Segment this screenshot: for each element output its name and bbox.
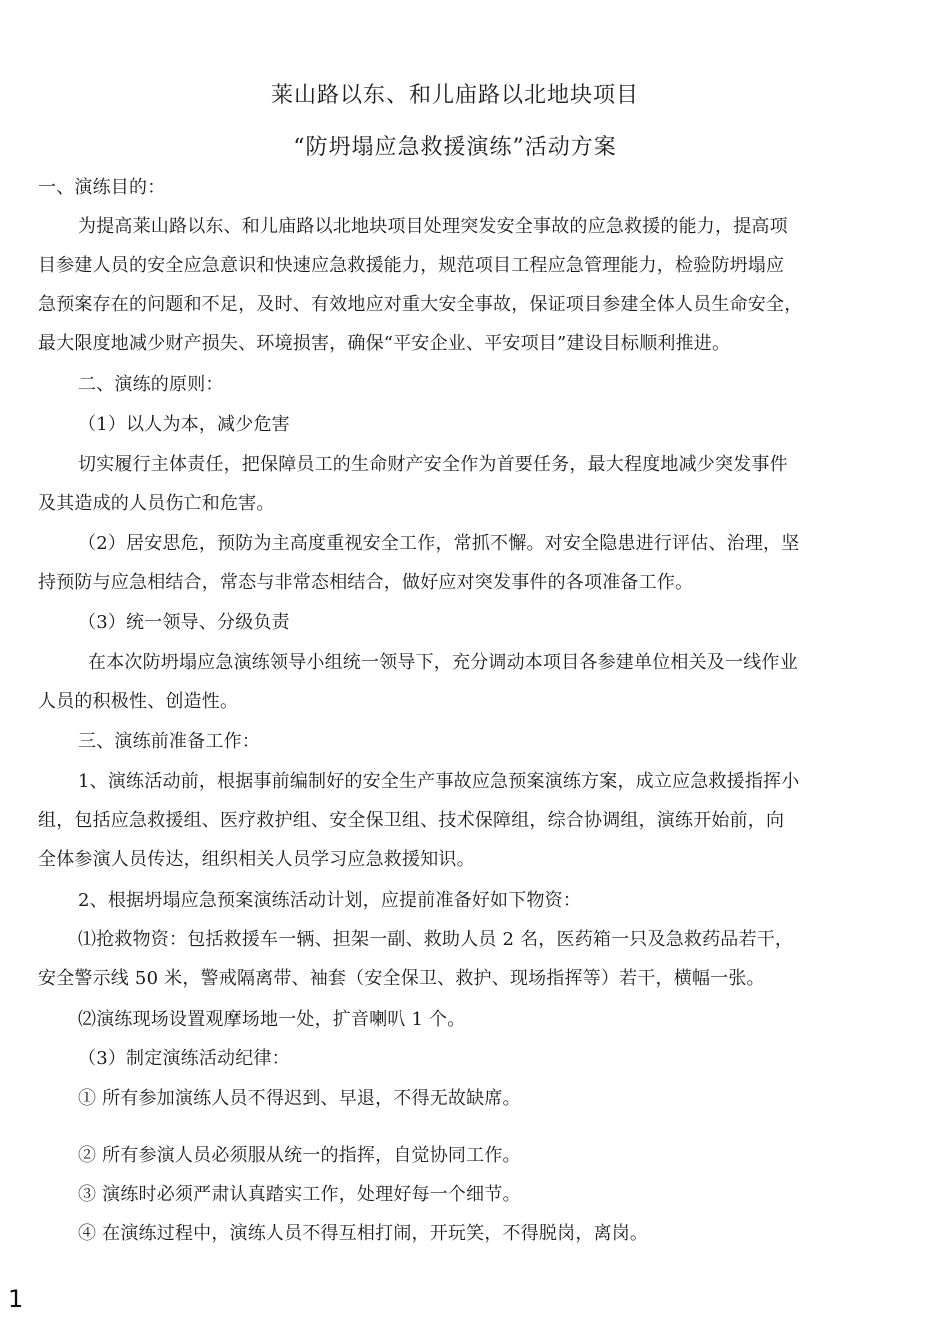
principle-2-line: 持预防与应急相结合，常态与非常态相结合，做好应对突发事件的各项准备工作。 <box>38 572 694 593</box>
principle-1-line: 切实履行主体责任，把保障员工的生命财产安全作为首要任务，最大程度地减少突发事件 <box>78 454 788 475</box>
discipline-rule: ② 所有参演人员必须服从统一的指挥，自觉协同工作。 <box>78 1145 521 1166</box>
materials-2-line: ⑵演练现场设置观摩场地一处，扩音喇叭 1 个。 <box>78 1009 466 1030</box>
prep-1-line: 全体参演人员传达，组织相关人员学习应急救援知识。 <box>38 849 475 870</box>
principle-1-title: （1）以人为本，减少危害 <box>78 414 290 435</box>
prep-1-line: 1、演练活动前，根据事前编制好的安全生产事故应急预案演练方案，成立应急救援指挥小 <box>78 771 800 792</box>
materials-1-line: 安全警示线 50 米，警戒隔离带、袖套（安全保卫、救护、现场指挥等）若干，横幅一张。 <box>38 968 765 989</box>
section-heading-preparation: 三、演练前准备工作： <box>78 731 260 752</box>
discipline-title: （3）制定演练活动纪律： <box>78 1048 290 1069</box>
prep-2-line: 2、根据坍塌应急预案演练活动计划，应提前准备好如下物资： <box>78 890 582 911</box>
page-number: 1 <box>8 1285 24 1313</box>
document-title-line-2: “防坍塌应急救援演练”活动方案 <box>293 135 617 160</box>
purpose-paragraph-line: 为提高莱山路以东、和儿庙路以北地块项目处理突发安全事故的应急救援的能力，提高项 <box>78 216 788 237</box>
discipline-rule: ④ 在演练过程中，演练人员不得互相打闹，开玩笑，不得脱岗，离岗。 <box>78 1223 649 1244</box>
purpose-paragraph-line: 急预案存在的问题和不足，及时、有效地应对重大安全事故，保证项目参建全体人员生命安全， <box>38 294 803 315</box>
prep-1-line: 组，包括应急救援组、医疗救护组、安全保卫组、技术保障组，综合协调组，演练开始前，向 <box>38 810 785 831</box>
principle-1-line: 及其造成的人员伤亡和危害。 <box>38 493 275 514</box>
materials-1-line: ⑴抢救物资：包括救援车一辆、担架一副、救助人员 2 名，医药箱一只及急救药品若干， <box>78 929 794 950</box>
principle-3-title: （3）统一领导、分级负责 <box>78 612 290 633</box>
section-heading-principles: 二、演练的原则： <box>78 374 224 395</box>
principle-3-line: 在本次防坍塌应急演练领导小组统一领导下，充分调动本项目各参建单位相关及一线作业 <box>88 652 798 673</box>
purpose-paragraph-line: 目参建人员的安全应急意识和快速应急救援能力，规范项目工程应急管理能力，检验防坍塌应 <box>38 255 785 276</box>
principle-3-line: 人员的积极性、创造性。 <box>38 691 239 712</box>
discipline-rule: ③ 演练时必须严肃认真踏实工作，处理好每一个细节。 <box>78 1184 521 1205</box>
discipline-rule: ① 所有参加演练人员不得迟到、早退，不得无故缺席。 <box>78 1088 521 1109</box>
section-heading-purpose: 一、演练目的： <box>38 177 166 198</box>
document-title-line-1: 莱山路以东、和儿庙路以北地块项目 <box>270 83 639 108</box>
principle-2-line: （2）居安思危，预防为主高度重视安全工作，常抓不懈。对安全隐患进行评估、治理，坚 <box>78 533 800 554</box>
purpose-paragraph-line: 最大限度地减少财产损失、环境损害，确保“平安企业、平安项目”建设目标顺利推进。 <box>38 333 731 354</box>
